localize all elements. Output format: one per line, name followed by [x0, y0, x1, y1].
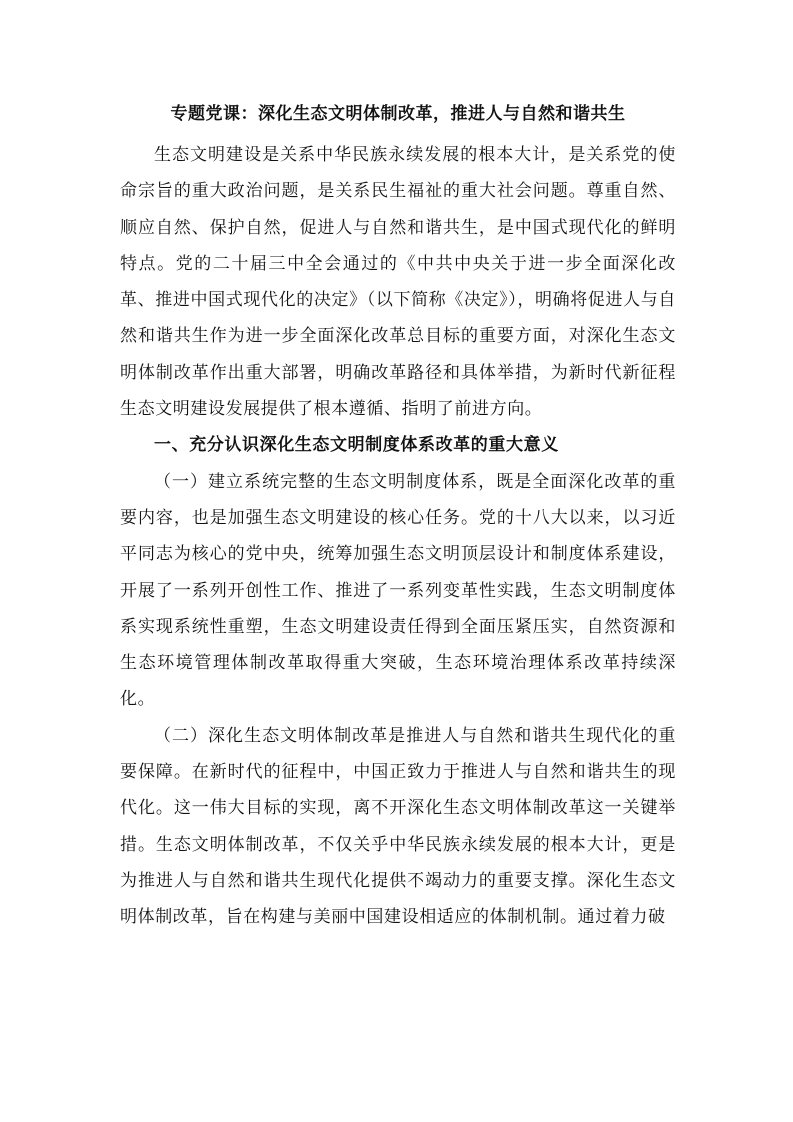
document-title: 专题党课：深化生态文明体制改革，推进人与自然和谐共生 [170, 104, 626, 124]
intro-paragraph: 生态文明建设是关系中华民族永续发展的根本大计，是关系党的使命宗旨的重大政治问题，是关系民生福祉的重大社会问题。尊重自然、顺应自然、保护自然，促进人与自然和谐共生，是中国式现代化的鲜明特点。党的二十届三中全会通过的《中共中央关于进一步全面深化改革、推进中国式现代化的决定》（以下简称《决定》），明确将促进人与自然和谐共生作为进一步全面深化改革总目标的重要方面，对深化生态文明体制改革作出重大部署，明确改革路径和具体举措，为新时代新征程生态文明建设发展提供了根本遵循、指明了前进方向。 [120, 145, 676, 420]
section-paragraph-1: （一）建立系统完整的生态文明制度体系，既是全面深化改革的重要内容，也是加强生态文明建设的核心任务。党的十八大以来，以习近平同志为核心的党中央，统筹加强生态文明顶层设计和制度体系建设，开展了一系列开创性工作、推进了一系列变革性实践，生态文明制度体系实现系统性重塑，生态文明建设责任得到全面压紧压实，自然资源和生态环境管理体制改革取得重大突破，生态环境治理体系改革持续深化。 [120, 471, 676, 710]
section-paragraph-2: （二）深化生态文明体制改革是推进人与自然和谐共生现代化的重要保障。在新时代的征程中，中国正致力于推进人与自然和谐共生的现代化。这一伟大目标的实现，离不开深化生态文明体制改革这一关键举措。生态文明体制改革，不仅关乎中华民族永续发展的根本大计，更是为推进人与自然和谐共生现代化提供不竭动力的重要支撑。深化生态文明体制改革，旨在构建与美丽中国建设相适应的体制机制。通过着力破 [120, 725, 676, 928]
section-heading: 一、充分认识深化生态文明制度体系改革的重大意义 [154, 435, 559, 456]
document-body [120, 99, 676, 936]
